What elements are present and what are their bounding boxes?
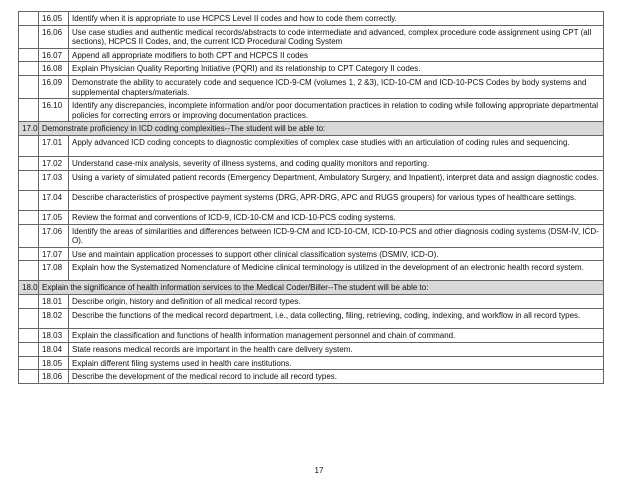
indent-cell [19, 342, 39, 356]
standard-text: Review the format and conventions of ICD-9, ICD-10-CM and ICD-10-PCS coding systems. [69, 210, 604, 224]
standard-row [19, 25, 604, 48]
standards-table-body [19, 12, 604, 384]
standard-text: Explain different filing systems used in health care institutions. [69, 356, 604, 370]
standard-row [19, 76, 604, 99]
indent-cell [19, 12, 39, 26]
standard-row [19, 224, 604, 247]
page-number: 17 [314, 466, 324, 475]
standard-number: 18.01 [39, 295, 69, 309]
standard-number: 16.07 [39, 48, 69, 62]
standard-text: Describe the development of the medical record to include all record types. [69, 370, 604, 384]
indent-cell [19, 99, 39, 122]
indent-cell [19, 76, 39, 99]
indent-cell [19, 157, 39, 171]
indent-cell [19, 190, 39, 210]
standard-number: 17.02 [39, 157, 69, 171]
category-text: Demonstrate proficiency in ICD coding complexities--The student will be able to: [39, 122, 604, 136]
indent-cell [19, 261, 39, 281]
standard-row [19, 190, 604, 210]
standard-text: Describe the functions of the medical record department, i.e., data collecting, filing, retrieving, coding, indexing, and workflow in all record types. [69, 308, 604, 328]
standard-text: Identify any discrepancies, incomplete information and/or poor documentation practices in relation to coding while following appropriate departmental policies for correcting errors or improving documentation practices. [69, 99, 604, 122]
standard-number: 16.06 [39, 25, 69, 48]
standard-row [19, 48, 604, 62]
standard-text: Explain Physician Quality Reporting Initiative (PQRI) and its relationship to CPT Category II codes. [69, 62, 604, 76]
standard-row [19, 99, 604, 122]
indent-cell [19, 136, 39, 157]
indent-cell [19, 328, 39, 342]
standard-text: Append all appropriate modifiers to both CPT and HCPCS II codes [69, 48, 604, 62]
standard-row [19, 356, 604, 370]
category-text: Explain the significance of health information services to the Medical Coder/Biller--The student will be able to: [39, 281, 604, 295]
standard-number: 17.03 [39, 170, 69, 190]
indent-cell [19, 48, 39, 62]
category-row [19, 122, 604, 136]
standard-number: 18.04 [39, 342, 69, 356]
standard-text: Describe characteristics of prospective payment systems (DRG, APR-DRG, APC and RUGS groupers) for various types of healthcare settings. [69, 190, 604, 210]
indent-cell [19, 308, 39, 328]
indent-cell [19, 370, 39, 384]
standard-row [19, 157, 604, 171]
standard-text: Explain how the Systematized Nomenclature of Medicine clinical terminology is utilized in the development of an electronic health record system. [69, 261, 604, 281]
indent-cell [19, 25, 39, 48]
category-row [19, 281, 604, 295]
standard-text: Use case studies and authentic medical records/abstracts to code intermediate and advanced, complex procedure code assignment using CPT (all sections), HCPCS II Codes, and, the current ICD Procedural Coding System [69, 25, 604, 48]
standard-text: Apply advanced ICD coding concepts to diagnostic complexities of complex case studies with an articulation of coding rules and sequencing. [69, 136, 604, 157]
standard-number: 16.05 [39, 12, 69, 26]
standard-number: 18.03 [39, 328, 69, 342]
indent-cell [19, 224, 39, 247]
standard-text: Using a variety of simulated patient records (Emergency Department, Ambulatory Surgery, and Inpatient), interpret data and assign diagnostic codes. [69, 170, 604, 190]
standard-text: Demonstrate the ability to accurately code and sequence ICD-9-CM (volumes 1, 2 &3), ICD-10-CM and ICD-10-PCS Codes by body systems and supplemental chapters/materials. [69, 76, 604, 99]
indent-cell [19, 210, 39, 224]
standard-number: 17.01 [39, 136, 69, 157]
indent-cell [19, 247, 39, 261]
standard-number: 18.02 [39, 308, 69, 328]
standard-text: Use and maintain application processes to support other clinical classification systems (DSMIV, ICD-O). [69, 247, 604, 261]
standard-number: 17.06 [39, 224, 69, 247]
standard-text: Understand case-mix analysis, severity of illness systems, and coding quality monitors and reporting. [69, 157, 604, 171]
standard-number: 17.07 [39, 247, 69, 261]
standard-row [19, 370, 604, 384]
standard-number: 16.10 [39, 99, 69, 122]
indent-cell [19, 295, 39, 309]
indent-cell [19, 170, 39, 190]
standard-number: 16.09 [39, 76, 69, 99]
standard-text: Describe origin, history and definition of all medical record types. [69, 295, 604, 309]
category-number: 18.0 [19, 281, 39, 295]
standard-row [19, 247, 604, 261]
standard-text: Explain the classification and functions of health information management personnel and chain of command. [69, 328, 604, 342]
indent-cell [19, 62, 39, 76]
standard-number: 18.06 [39, 370, 69, 384]
standard-number: 17.04 [39, 190, 69, 210]
category-number: 17.0 [19, 122, 39, 136]
indent-cell [19, 356, 39, 370]
standard-row [19, 170, 604, 190]
standard-row [19, 136, 604, 157]
standard-number: 18.05 [39, 356, 69, 370]
standard-text: Identify when it is appropriate to use HCPCS Level II codes and how to code them correctly. [69, 12, 604, 26]
standard-row [19, 308, 604, 328]
standard-number: 17.08 [39, 261, 69, 281]
standard-row [19, 295, 604, 309]
standard-row [19, 12, 604, 26]
standard-number: 17.05 [39, 210, 69, 224]
standard-row [19, 261, 604, 281]
standard-row [19, 342, 604, 356]
standard-row [19, 328, 604, 342]
standard-row [19, 210, 604, 224]
standard-text: State reasons medical records are important in the health care delivery system. [69, 342, 604, 356]
standard-number: 16.08 [39, 62, 69, 76]
standard-row [19, 62, 604, 76]
standard-text: Identify the areas of similarities and differences between ICD-9-CM and ICD-10-CM, ICD-10-PCS and other diagnosis coding systems (DSM-IV, ICD-O). [69, 224, 604, 247]
standards-table [18, 11, 604, 384]
